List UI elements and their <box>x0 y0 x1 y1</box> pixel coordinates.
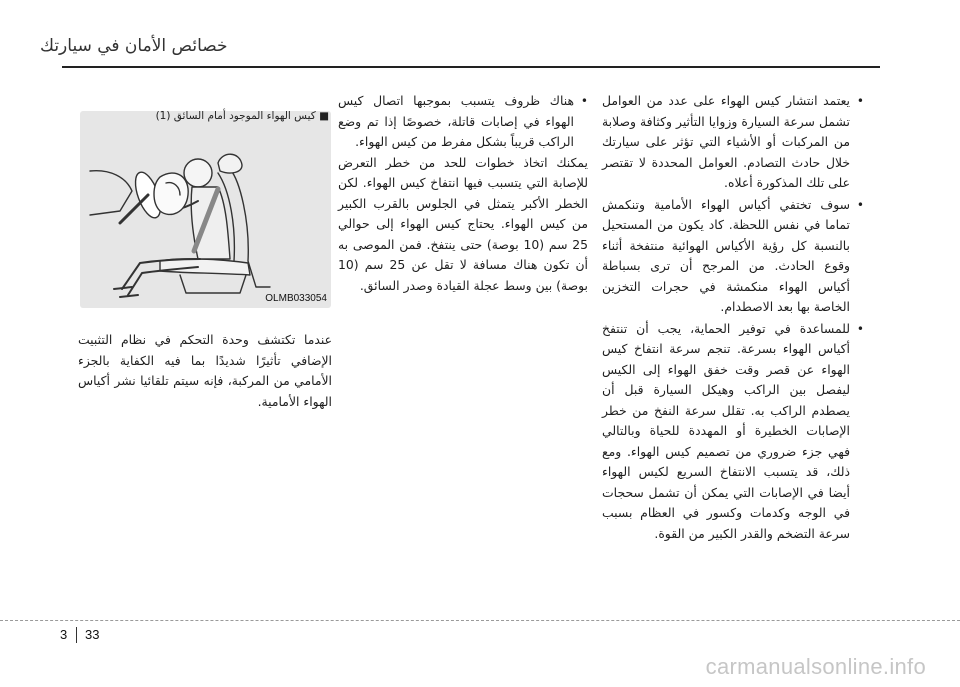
bullet-item <box>602 91 864 194</box>
header-divider <box>62 66 880 68</box>
seat-base <box>180 275 246 293</box>
body-paragraph: يمكنك اتخاذ خطوات للحد من خطر التعرض للإصابة التي يتسبب فيها انتفاخ كيس الهواء. لكن الخطر الأكبر يتمثل في الجلوس بالقرب الكبير من كيس الهواء. يحتاج كيس الهواء إلى حوالي 25 سم (10 بوصة) حتى ينتفخ. فمن الموصى به أن تكون هناك مسافة لا تقل عن 25 سم (10 بوصة) بين وسط عجلة القيادة وصدر السائق. <box>338 154 588 293</box>
page-number: 33 <box>76 627 99 643</box>
bullet-text: للمساعدة في توفير الحماية، يجب أن تنتفخ أكياس الهواء بسرعة. تنجم سرعة انتفاخ كيس الهواء عن قصر وقت خفق الهواء إلى الكيس ليفصل بين الراكب وهيكل السيارة قبل أن يصطدم الراكب به. تقلل سرعة النفخ من خطر الإصابات الخطيرة أو المهددة للحياة وبالتالي فهي جزء ضروري من تصميم كيس الهواء. ومع ذلك، قد يتسبب الانتفاخ السريع لكيس الهواء أيضا في الإصابات التي يمكن أن تشمل سحجات في الوجه وكدمات وكسور في العظام بسبب سرعة التضخم والقدر الكبير من القوة. <box>602 320 850 541</box>
driver-airbag-drawing <box>80 111 331 308</box>
headrest <box>218 154 242 173</box>
bullet-text: هناك ظروف يتسبب بموجبها اتصال كيس الهواء في إصابات قاتلة، خصوصًا إذا تم وضع الراكب قريباً بشكل مفرط من كيس الهواء. <box>338 93 574 149</box>
bullet-item <box>338 91 588 153</box>
bullet-dot-icon: • <box>856 197 864 212</box>
bullet-dot-icon: • <box>856 321 864 336</box>
bullet-item <box>602 195 864 318</box>
footer-divider <box>0 620 960 621</box>
bullet-dot-icon: • <box>856 94 864 108</box>
left-text-column <box>78 330 332 412</box>
page-header-title: خصائص الأمان في سيارتك <box>40 36 228 56</box>
bullet-text: يعتمد انتشار كيس الهواء على عدد من العوامل تشمل سرعة السيارة وزوايا التأثير وكثافة وصلابة من المركبات أو الأشياء التي تؤثر على سيارتك خلال حادث التصادم. العوامل المحددة لا تقتصر على تلك المذكورة أعلاه. <box>602 93 850 190</box>
bullet-text: سوف تختفي أكياس الهواء الأمامية وتنكمش تماما في نفس اللحظة. كاد يكون من المستحيل بالنسبة كل رؤية الأكياس الهوائية منتفخة أثناء وقوع الحادث. من المرجح أن ترى بسباطة أكياس الهواء منكمشة في حجرات التخزين الخاصة بها بعد الاصطدام. <box>602 196 850 314</box>
body-paragraph: عندما تكتشف وحدة التحكم في نظام التثبيت الإضافي تأثيرًا شديدًا بما فيه الكفاية بالجزء الأمامي من المركبة، فإنه سيتم تلقائيا نشر أكياس الهواء الأمامية. <box>78 332 332 409</box>
section-number: 3 <box>60 627 68 642</box>
dashboard <box>90 171 132 215</box>
airbag-illustration <box>80 111 331 308</box>
figure-code: OLMB033054 <box>265 293 327 304</box>
right-text-column <box>602 91 864 544</box>
bullet-dot-icon: • <box>580 94 588 108</box>
middle-text-column <box>338 91 588 296</box>
seat-cushion <box>160 259 250 275</box>
watermark-text: carmanualsonline.info <box>705 654 926 679</box>
deployed-airbag <box>154 173 188 214</box>
driver-head <box>184 159 212 187</box>
bullet-item <box>602 319 864 545</box>
figure-caption: ■ كيس الهواء الموجود أمام السائق (1) <box>155 110 329 122</box>
pedals <box>114 287 138 297</box>
